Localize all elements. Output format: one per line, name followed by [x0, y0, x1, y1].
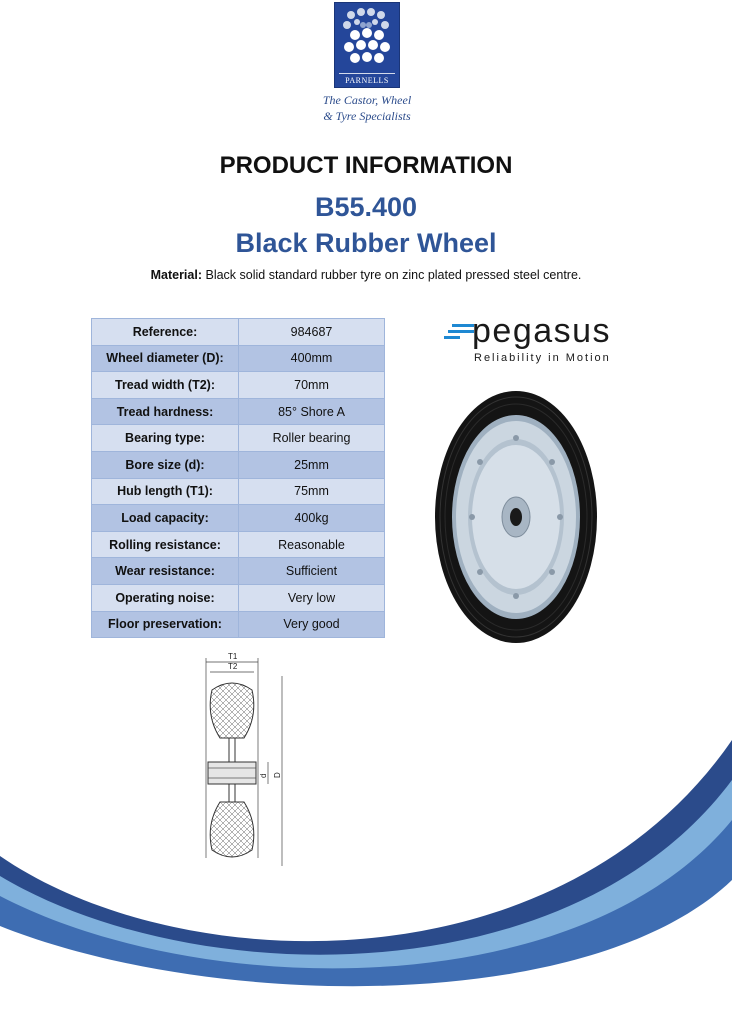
spec-label: Wheel diameter (D):	[92, 345, 239, 372]
spec-value: 984687	[239, 319, 385, 346]
spec-label: Hub length (T1):	[92, 478, 239, 505]
spec-value: Very good	[239, 611, 385, 638]
table-row	[92, 425, 385, 452]
table-row	[92, 319, 385, 346]
spec-table	[91, 318, 385, 638]
spec-value: 400mm	[239, 345, 385, 372]
table-row	[92, 611, 385, 638]
spec-label: Reference:	[92, 319, 239, 346]
table-row	[92, 398, 385, 425]
page-title: PRODUCT INFORMATION	[219, 152, 513, 179]
spec-label: Tread hardness:	[92, 398, 239, 425]
material-text: Black solid standard rubber tyre on zinc plated pressed steel centre.	[205, 268, 582, 282]
tagline-line-1: The Castor, Wheel	[322, 93, 412, 107]
decorative-waves	[0, 680, 732, 1024]
spec-value: 75mm	[239, 478, 385, 505]
table-row	[92, 345, 385, 372]
table-row	[92, 558, 385, 585]
dim-label-bore: d	[259, 773, 268, 778]
spec-label: Operating noise:	[92, 584, 239, 611]
spec-label: Tread width (T2):	[92, 372, 239, 399]
logo-divider	[339, 73, 395, 74]
spec-label: Load capacity:	[92, 505, 239, 532]
spec-value: 25mm	[239, 451, 385, 478]
table-row	[92, 531, 385, 558]
table-row	[92, 451, 385, 478]
material-label: Material:	[150, 268, 202, 282]
spec-value: Roller bearing	[239, 425, 385, 452]
product-name: Black Rubber Wheel	[235, 228, 497, 258]
dim-label-diameter: D	[273, 772, 282, 778]
dim-label-t2: T2	[228, 662, 238, 671]
table-row	[92, 478, 385, 505]
parnells-logo	[334, 2, 400, 88]
spec-value: Very low	[239, 584, 385, 611]
spec-label: Rolling resistance:	[92, 531, 239, 558]
table-row	[92, 505, 385, 532]
spec-label: Wear resistance:	[92, 558, 239, 585]
spec-label: Bore size (d):	[92, 451, 239, 478]
table-row	[92, 584, 385, 611]
spec-value: 70mm	[239, 372, 385, 399]
spec-label: Bearing type:	[92, 425, 239, 452]
product-code: B55.400	[314, 192, 418, 222]
logo-name: PARNELLS	[345, 76, 389, 85]
manufacturer-tagline: Reliability in Motion	[474, 352, 611, 364]
dim-label-t1: T1	[228, 652, 238, 661]
logo-dots-icon	[335, 3, 399, 73]
spec-value: Sufficient	[239, 558, 385, 585]
pegasus-stripes-icon	[444, 322, 474, 340]
table-row	[92, 372, 385, 399]
company-tagline	[300, 92, 434, 124]
spec-value: 85° Shore A	[239, 398, 385, 425]
wheel-photo	[434, 390, 598, 644]
manufacturer-logo	[444, 312, 624, 368]
spec-value: Reasonable	[239, 531, 385, 558]
material-line	[0, 268, 732, 282]
spec-label: Floor preservation:	[92, 611, 239, 638]
spec-value: 400kg	[239, 505, 385, 532]
tagline-line-2: & Tyre Specialists	[323, 109, 411, 123]
manufacturer-name: pegasus	[472, 312, 612, 350]
